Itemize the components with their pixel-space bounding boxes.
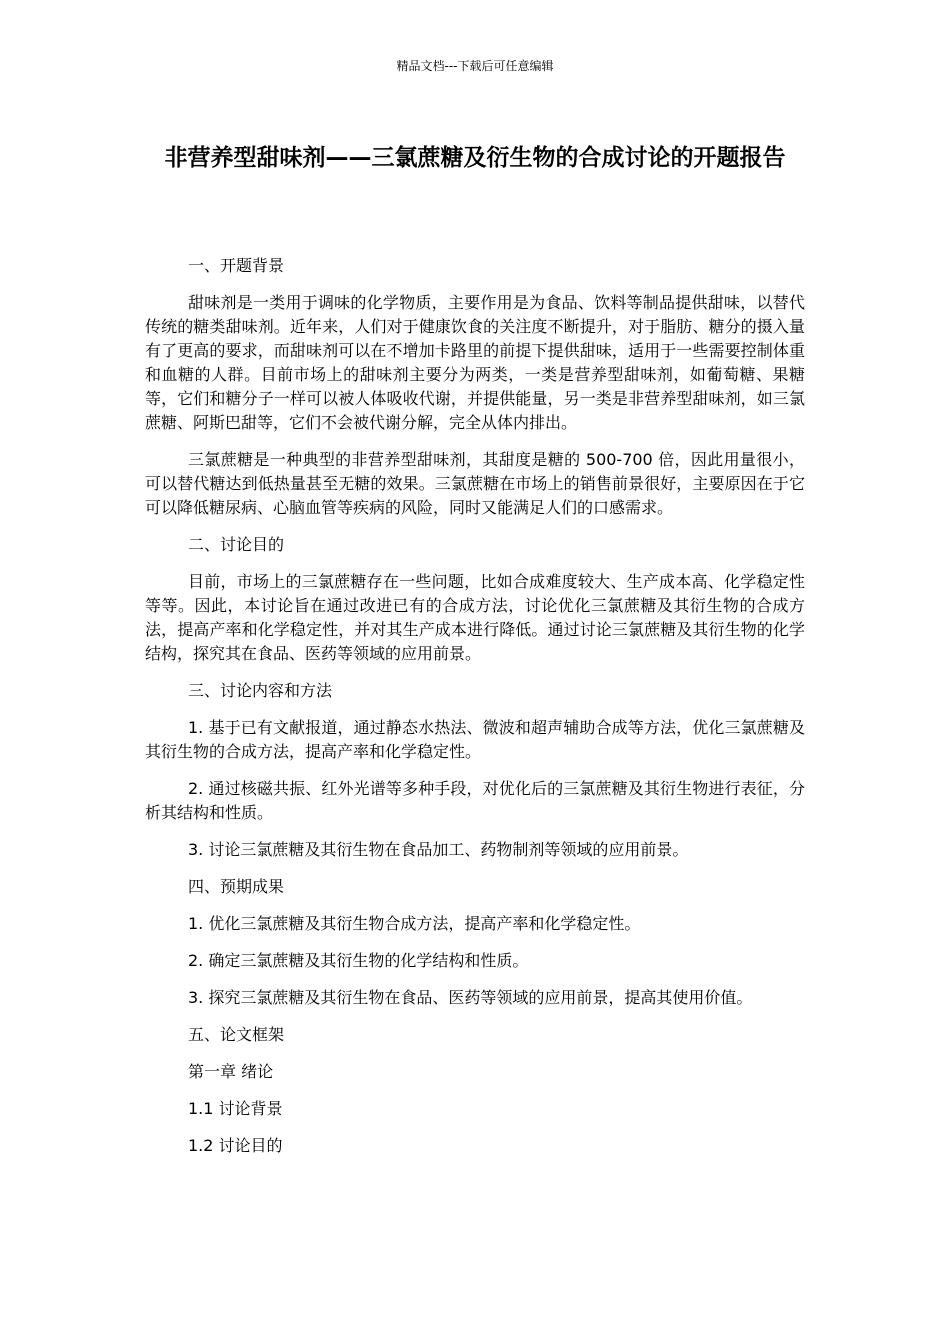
subsection-item: 1.2 讨论目的 [188,1136,283,1155]
document-title: 非营养型甜味剂——三氯蔗糖及衍生物的合成讨论的开题报告 [164,145,786,171]
list-item: 1. 优化三氯蔗糖及其衍生物合成方法，提高产率和化学稳定性。 [188,914,641,933]
section-heading-methods: 三、讨论内容和方法 [188,681,333,700]
paragraph: 甜味剂是一类用于调味的化学物质，主要作用是为食品、饮料等制品提供甜味，以替代传统的糖类甜味剂。近年来，人们对于健康饮食的关注度不断提升，对于脂肪、糖分的摄入量有了更高的要求，而甜味剂可以在不增加卡路里的前提下提供甜味，适用于一些需要控制体重和血糖的人群。目前市场上的甜味剂主要分为两类，一类是营养型甜味剂，如葡萄糖、果糖等，它们和糖分子一样可以被人体吸收代谢，并提供能量，另一类是非营养型甜味剂，如三氯蔗糖、阿斯巴甜等，它们不会被代谢分解，完全从体内排出。 [145,293,805,432]
paragraph: 目前，市场上的三氯蔗糖存在一些问题，比如合成难度较大、生产成本高、化学稳定性等等。因此，本讨论旨在通过改进已有的合成方法，讨论优化三氯蔗糖及其衍生物的合成方法，提高产率和化学稳定性，并对其生产成本进行降低。通过讨论三氯蔗糖及其衍生物的化学结构，探究其在食品、医药等领域的应用前景。 [145,572,805,663]
chapter-heading: 第一章 绪论 [188,1062,274,1081]
section-heading-background: 一、开题背景 [188,256,285,275]
list-item: 2. 确定三氯蔗糖及其衍生物的化学结构和性质。 [188,951,529,970]
document-body [145,254,805,1171]
list-item: 3. 讨论三氯蔗糖及其衍生物在食品加工、药物制剂等领域的应用前景。 [188,840,689,859]
section-heading-outcomes: 四、预期成果 [188,877,285,896]
list-item: 3. 探究三氯蔗糖及其衍生物在食品、医药等领域的应用前景，提高其使用价值。 [188,988,753,1007]
list-item: 1. 基于已有文献报道，通过静态水热法、微波和超声辅助合成等方法，优化三氯蔗糖及其衍生物的合成方法，提高产率和化学稳定性。 [145,718,805,761]
paragraph: 三氯蔗糖是一种典型的非营养型甜味剂，其甜度是糖的 500-700 倍，因此用量很小，可以替代糖达到低热量甚至无糖的效果。三氯蔗糖在市场上的销售前景很好，主要原因在于它可以降低糖尿病、心脑血管等疾病的风险，同时又能满足人们的口感需求。 [145,450,805,517]
subsection-item: 1.1 讨论背景 [188,1099,283,1118]
page-header: 精品文档---下载后可任意编辑 [396,59,554,73]
list-item: 2. 通过核磁共振、红外光谱等多种手段，对优化后的三氯蔗糖及其衍生物进行表征，分析其结构和性质。 [145,779,805,822]
section-heading-framework: 五、论文框架 [188,1025,285,1044]
section-heading-purpose: 二、讨论目的 [188,535,285,554]
